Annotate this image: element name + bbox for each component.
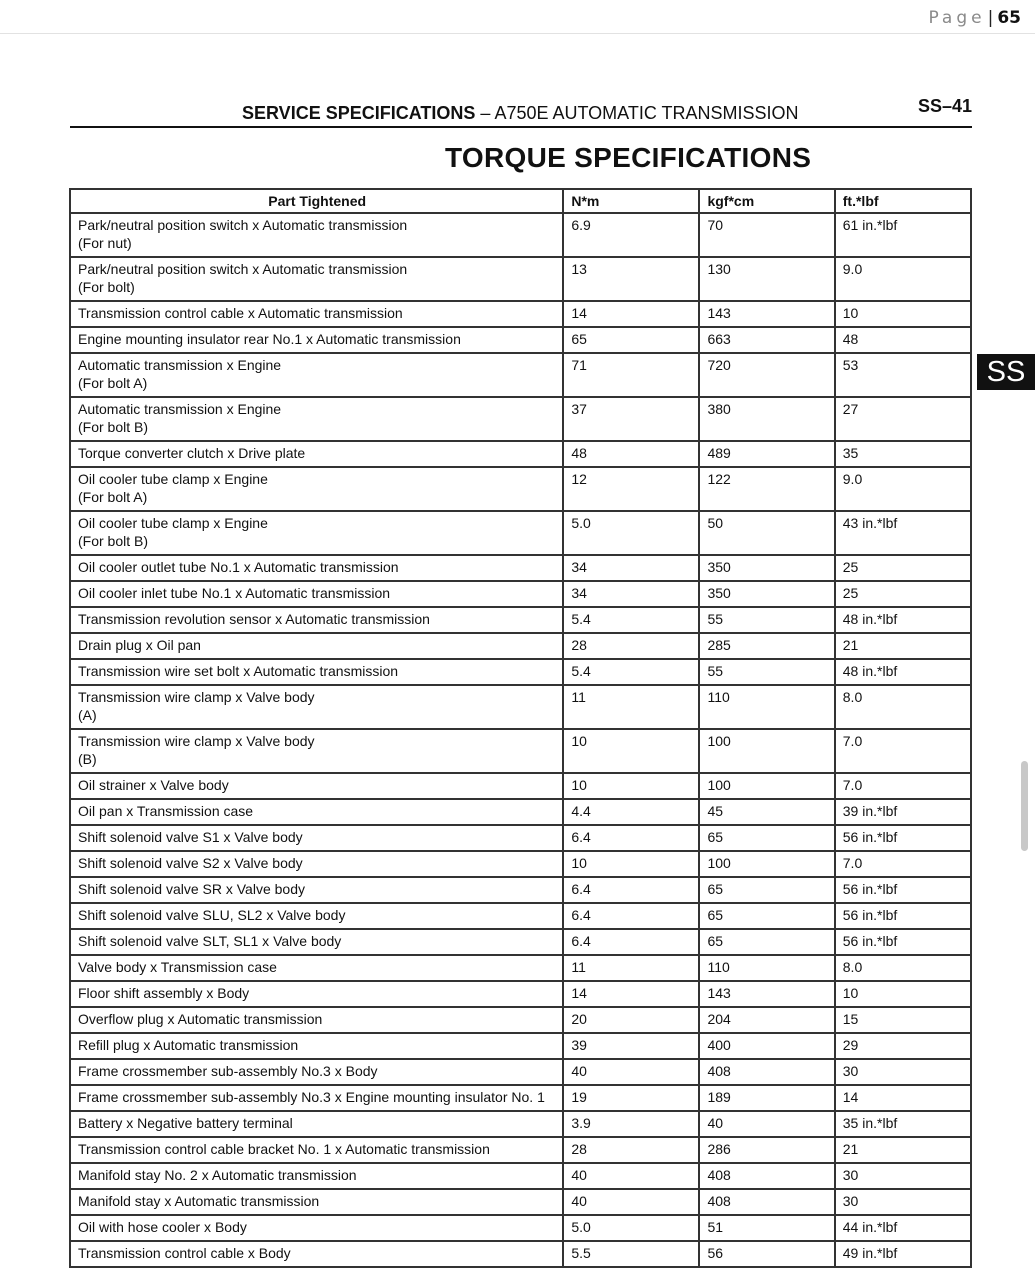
kgf-cell: 65 bbox=[699, 877, 834, 903]
part-name: Transmission control cable bracket No. 1 x Automatic transmission bbox=[78, 1141, 490, 1157]
document-header bbox=[70, 96, 972, 126]
table-row bbox=[70, 353, 971, 397]
nm-cell: 5.0 bbox=[563, 1215, 699, 1241]
part-cell bbox=[70, 729, 563, 773]
part-cell bbox=[70, 581, 563, 607]
kgf-cell: 489 bbox=[699, 441, 834, 467]
part-cell bbox=[70, 799, 563, 825]
part-cell bbox=[70, 353, 563, 397]
part-name: Transmission control cable x Automatic transmission bbox=[78, 305, 403, 321]
ftlbf-cell: 48 bbox=[835, 327, 971, 353]
kgf-cell: 45 bbox=[699, 799, 834, 825]
table-row bbox=[70, 851, 971, 877]
part-name: Frame crossmember sub-assembly No.3 x Engine mounting insulator No. 1 bbox=[78, 1089, 545, 1105]
kgf-cell: 100 bbox=[699, 729, 834, 773]
part-cell bbox=[70, 929, 563, 955]
kgf-cell: 110 bbox=[699, 685, 834, 729]
ftlbf-cell: 8.0 bbox=[835, 685, 971, 729]
part-cell bbox=[70, 1033, 563, 1059]
ftlbf-cell: 8.0 bbox=[835, 955, 971, 981]
part-name: Automatic transmission x Engine bbox=[78, 357, 282, 373]
part-name: Transmission revolution sensor x Automatic transmission bbox=[78, 611, 430, 627]
kgf-cell: 110 bbox=[699, 955, 834, 981]
header-title-dash: – bbox=[480, 103, 491, 123]
nm-cell: 40 bbox=[563, 1059, 699, 1085]
ftlbf-cell: 48 in.*lbf bbox=[835, 659, 971, 685]
kgf-cell: 65 bbox=[699, 903, 834, 929]
part-cell bbox=[70, 607, 563, 633]
part-name: Shift solenoid valve SR x Valve body bbox=[78, 881, 305, 897]
kgf-cell: 130 bbox=[699, 257, 834, 301]
section-code: SS–41 bbox=[917, 96, 972, 116]
nm-cell: 12 bbox=[563, 467, 699, 511]
nm-cell: 11 bbox=[563, 685, 699, 729]
ftlbf-cell: 30 bbox=[835, 1059, 971, 1085]
header-title-rest: A750E AUTOMATIC TRANSMISSION bbox=[494, 103, 799, 123]
top-divider bbox=[0, 33, 1035, 34]
part-cell bbox=[70, 1111, 563, 1137]
part-cell bbox=[70, 301, 563, 327]
kgf-cell: 51 bbox=[699, 1215, 834, 1241]
header-divider bbox=[70, 126, 972, 128]
part-cell bbox=[70, 441, 563, 467]
table-row bbox=[70, 555, 971, 581]
part-name: Overflow plug x Automatic transmission bbox=[78, 1011, 323, 1027]
ftlbf-cell: 30 bbox=[835, 1163, 971, 1189]
kgf-cell: 189 bbox=[699, 1085, 834, 1111]
part-cell bbox=[70, 955, 563, 981]
ftlbf-cell: 25 bbox=[835, 555, 971, 581]
kgf-cell: 65 bbox=[699, 929, 834, 955]
part-cell bbox=[70, 825, 563, 851]
nm-cell: 34 bbox=[563, 555, 699, 581]
header-title-bold: SERVICE SPECIFICATIONS bbox=[242, 103, 476, 123]
kgf-cell: 350 bbox=[699, 581, 834, 607]
table-row bbox=[70, 685, 971, 729]
ftlbf-cell: 14 bbox=[835, 1085, 971, 1111]
part-cell bbox=[70, 1007, 563, 1033]
table-row bbox=[70, 257, 971, 301]
kgf-cell: 350 bbox=[699, 555, 834, 581]
table-row bbox=[70, 511, 971, 555]
ftlbf-cell: 35 bbox=[835, 441, 971, 467]
table-row bbox=[70, 955, 971, 981]
page-number-value: 65 bbox=[997, 8, 1021, 28]
table-row bbox=[70, 1163, 971, 1189]
nm-cell: 11 bbox=[563, 955, 699, 981]
table-row bbox=[70, 441, 971, 467]
nm-cell: 48 bbox=[563, 441, 699, 467]
nm-cell: 5.4 bbox=[563, 607, 699, 633]
ftlbf-cell: 56 in.*lbf bbox=[835, 825, 971, 851]
part-name: Engine mounting insulator rear No.1 x Automatic transmission bbox=[78, 331, 461, 347]
table-row bbox=[70, 607, 971, 633]
table-row bbox=[70, 799, 971, 825]
kgf-cell: 408 bbox=[699, 1059, 834, 1085]
part-cell bbox=[70, 1241, 563, 1267]
ftlbf-cell: 27 bbox=[835, 397, 971, 441]
table-row bbox=[70, 773, 971, 799]
part-cell bbox=[70, 257, 563, 301]
ftlbf-cell: 21 bbox=[835, 1137, 971, 1163]
part-name: Shift solenoid valve S2 x Valve body bbox=[78, 855, 303, 871]
nm-cell: 20 bbox=[563, 1007, 699, 1033]
column-header-part: Part Tightened bbox=[70, 189, 563, 213]
part-name: Floor shift assembly x Body bbox=[78, 985, 250, 1001]
ftlbf-cell: 10 bbox=[835, 301, 971, 327]
ftlbf-cell: 25 bbox=[835, 581, 971, 607]
kgf-cell: 286 bbox=[699, 1137, 834, 1163]
part-cell bbox=[70, 903, 563, 929]
part-name: Torque converter clutch x Drive plate bbox=[78, 445, 306, 461]
header-title bbox=[242, 103, 799, 124]
part-note: (B) bbox=[78, 751, 97, 767]
part-cell bbox=[70, 685, 563, 729]
nm-cell: 19 bbox=[563, 1085, 699, 1111]
page-separator: | bbox=[987, 8, 994, 28]
part-name: Park/neutral position switch x Automatic transmission bbox=[78, 261, 408, 277]
table-row bbox=[70, 1111, 971, 1137]
table-row bbox=[70, 877, 971, 903]
nm-cell: 71 bbox=[563, 353, 699, 397]
kgf-cell: 40 bbox=[699, 1111, 834, 1137]
table-row bbox=[70, 397, 971, 441]
ftlbf-cell: 9.0 bbox=[835, 467, 971, 511]
part-name: Transmission wire clamp x Valve body bbox=[78, 733, 315, 749]
table-row bbox=[70, 1215, 971, 1241]
page-number bbox=[928, 8, 1021, 28]
ftlbf-cell: 30 bbox=[835, 1189, 971, 1215]
nm-cell: 13 bbox=[563, 257, 699, 301]
table-row bbox=[70, 213, 971, 257]
part-name: Oil cooler tube clamp x Engine bbox=[78, 515, 268, 531]
scrollbar-thumb[interactable] bbox=[1021, 761, 1028, 851]
nm-cell: 5.5 bbox=[563, 1241, 699, 1267]
nm-cell: 6.4 bbox=[563, 825, 699, 851]
table-header-row bbox=[70, 189, 971, 213]
section-tab: SS bbox=[977, 354, 1035, 390]
kgf-cell: 50 bbox=[699, 511, 834, 555]
part-name: Transmission wire clamp x Valve body bbox=[78, 689, 315, 705]
part-cell bbox=[70, 1059, 563, 1085]
ftlbf-cell: 9.0 bbox=[835, 257, 971, 301]
nm-cell: 6.4 bbox=[563, 877, 699, 903]
table-row bbox=[70, 301, 971, 327]
kgf-cell: 380 bbox=[699, 397, 834, 441]
part-name: Oil pan x Transmission case bbox=[78, 803, 254, 819]
table-row bbox=[70, 1059, 971, 1085]
part-cell bbox=[70, 397, 563, 441]
part-name: Refill plug x Automatic transmission bbox=[78, 1037, 299, 1053]
part-name: Oil cooler inlet tube No.1 x Automatic transmission bbox=[78, 585, 391, 601]
table-row bbox=[70, 903, 971, 929]
nm-cell: 5.4 bbox=[563, 659, 699, 685]
kgf-cell: 65 bbox=[699, 825, 834, 851]
part-name: Shift solenoid valve SLU, SL2 x Valve body bbox=[78, 907, 346, 923]
nm-cell: 10 bbox=[563, 729, 699, 773]
table-row bbox=[70, 1137, 971, 1163]
kgf-cell: 204 bbox=[699, 1007, 834, 1033]
part-cell bbox=[70, 659, 563, 685]
nm-cell: 6.9 bbox=[563, 213, 699, 257]
column-header-kgf: kgf*cm bbox=[699, 189, 834, 213]
ftlbf-cell: 53 bbox=[835, 353, 971, 397]
kgf-cell: 55 bbox=[699, 607, 834, 633]
nm-cell: 40 bbox=[563, 1189, 699, 1215]
kgf-cell: 400 bbox=[699, 1033, 834, 1059]
table-row bbox=[70, 633, 971, 659]
part-name: Oil strainer x Valve body bbox=[78, 777, 229, 793]
table-row bbox=[70, 659, 971, 685]
part-name: Drain plug x Oil pan bbox=[78, 637, 201, 653]
table-row bbox=[70, 1085, 971, 1111]
ftlbf-cell: 56 in.*lbf bbox=[835, 929, 971, 955]
ftlbf-cell: 7.0 bbox=[835, 729, 971, 773]
ftlbf-cell: 29 bbox=[835, 1033, 971, 1059]
part-cell bbox=[70, 1137, 563, 1163]
ftlbf-cell: 56 in.*lbf bbox=[835, 903, 971, 929]
part-name: Manifold stay x Automatic transmission bbox=[78, 1193, 320, 1209]
part-name: Shift solenoid valve S1 x Valve body bbox=[78, 829, 303, 845]
part-note: (For bolt A) bbox=[78, 375, 148, 391]
table-row bbox=[70, 1189, 971, 1215]
torque-table bbox=[69, 188, 972, 1268]
part-name: Transmission control cable x Body bbox=[78, 1245, 291, 1261]
part-note: (For bolt B) bbox=[78, 533, 149, 549]
table-row bbox=[70, 327, 971, 353]
part-note: (For nut) bbox=[78, 235, 132, 251]
kgf-cell: 285 bbox=[699, 633, 834, 659]
nm-cell: 28 bbox=[563, 633, 699, 659]
nm-cell: 28 bbox=[563, 1137, 699, 1163]
kgf-cell: 100 bbox=[699, 773, 834, 799]
part-name: Transmission wire set bolt x Automatic transmission bbox=[78, 663, 399, 679]
ftlbf-cell: 48 in.*lbf bbox=[835, 607, 971, 633]
part-name: Oil cooler tube clamp x Engine bbox=[78, 471, 268, 487]
page-label: Page bbox=[928, 8, 986, 28]
ftlbf-cell: 7.0 bbox=[835, 851, 971, 877]
ftlbf-cell: 35 in.*lbf bbox=[835, 1111, 971, 1137]
page-title: TORQUE SPECIFICATIONS bbox=[445, 142, 812, 173]
table-row bbox=[70, 981, 971, 1007]
table-row bbox=[70, 1007, 971, 1033]
nm-cell: 37 bbox=[563, 397, 699, 441]
ftlbf-cell: 10 bbox=[835, 981, 971, 1007]
table-row bbox=[70, 1241, 971, 1267]
nm-cell: 3.9 bbox=[563, 1111, 699, 1137]
ftlbf-cell: 43 in.*lbf bbox=[835, 511, 971, 555]
nm-cell: 39 bbox=[563, 1033, 699, 1059]
part-name: Valve body x Transmission case bbox=[78, 959, 277, 975]
ftlbf-cell: 61 in.*lbf bbox=[835, 213, 971, 257]
ftlbf-cell: 39 in.*lbf bbox=[835, 799, 971, 825]
part-note: (For bolt A) bbox=[78, 489, 148, 505]
table-row bbox=[70, 825, 971, 851]
part-cell bbox=[70, 981, 563, 1007]
table-row bbox=[70, 581, 971, 607]
kgf-cell: 70 bbox=[699, 213, 834, 257]
nm-cell: 40 bbox=[563, 1163, 699, 1189]
part-cell bbox=[70, 877, 563, 903]
table-row bbox=[70, 467, 971, 511]
kgf-cell: 408 bbox=[699, 1163, 834, 1189]
part-note: (For bolt B) bbox=[78, 419, 149, 435]
column-header-ft: ft.*lbf bbox=[835, 189, 971, 213]
table-row bbox=[70, 929, 971, 955]
part-name: Shift solenoid valve SLT, SL1 x Valve body bbox=[78, 933, 342, 949]
part-note: (For bolt) bbox=[78, 279, 135, 295]
kgf-cell: 122 bbox=[699, 467, 834, 511]
kgf-cell: 56 bbox=[699, 1241, 834, 1267]
part-cell bbox=[70, 555, 563, 581]
part-cell bbox=[70, 1189, 563, 1215]
part-name: Manifold stay No. 2 x Automatic transmission bbox=[78, 1167, 357, 1183]
ftlbf-cell: 15 bbox=[835, 1007, 971, 1033]
part-cell bbox=[70, 1163, 563, 1189]
part-note: (A) bbox=[78, 707, 97, 723]
part-cell bbox=[70, 511, 563, 555]
part-cell bbox=[70, 327, 563, 353]
part-cell bbox=[70, 773, 563, 799]
nm-cell: 4.4 bbox=[563, 799, 699, 825]
ftlbf-cell: 21 bbox=[835, 633, 971, 659]
part-cell bbox=[70, 633, 563, 659]
part-cell bbox=[70, 1215, 563, 1241]
table-row bbox=[70, 1033, 971, 1059]
nm-cell: 6.4 bbox=[563, 903, 699, 929]
column-header-nm: N*m bbox=[563, 189, 699, 213]
kgf-cell: 720 bbox=[699, 353, 834, 397]
kgf-cell: 408 bbox=[699, 1189, 834, 1215]
kgf-cell: 143 bbox=[699, 301, 834, 327]
nm-cell: 10 bbox=[563, 851, 699, 877]
nm-cell: 14 bbox=[563, 981, 699, 1007]
ftlbf-cell: 56 in.*lbf bbox=[835, 877, 971, 903]
nm-cell: 5.0 bbox=[563, 511, 699, 555]
part-name: Oil with hose cooler x Body bbox=[78, 1219, 247, 1235]
table-row bbox=[70, 729, 971, 773]
nm-cell: 14 bbox=[563, 301, 699, 327]
ftlbf-cell: 44 in.*lbf bbox=[835, 1215, 971, 1241]
nm-cell: 34 bbox=[563, 581, 699, 607]
kgf-cell: 143 bbox=[699, 981, 834, 1007]
kgf-cell: 100 bbox=[699, 851, 834, 877]
nm-cell: 6.4 bbox=[563, 929, 699, 955]
ftlbf-cell: 49 in.*lbf bbox=[835, 1241, 971, 1267]
ftlbf-cell: 7.0 bbox=[835, 773, 971, 799]
part-name: Park/neutral position switch x Automatic transmission bbox=[78, 217, 408, 233]
part-cell bbox=[70, 467, 563, 511]
nm-cell: 10 bbox=[563, 773, 699, 799]
kgf-cell: 55 bbox=[699, 659, 834, 685]
part-name: Battery x Negative battery terminal bbox=[78, 1115, 293, 1131]
part-cell bbox=[70, 1085, 563, 1111]
part-name: Automatic transmission x Engine bbox=[78, 401, 282, 417]
part-cell bbox=[70, 851, 563, 877]
kgf-cell: 663 bbox=[699, 327, 834, 353]
part-name: Frame crossmember sub-assembly No.3 x Body bbox=[78, 1063, 378, 1079]
part-name: Oil cooler outlet tube No.1 x Automatic transmission bbox=[78, 559, 399, 575]
part-cell bbox=[70, 213, 563, 257]
nm-cell: 65 bbox=[563, 327, 699, 353]
